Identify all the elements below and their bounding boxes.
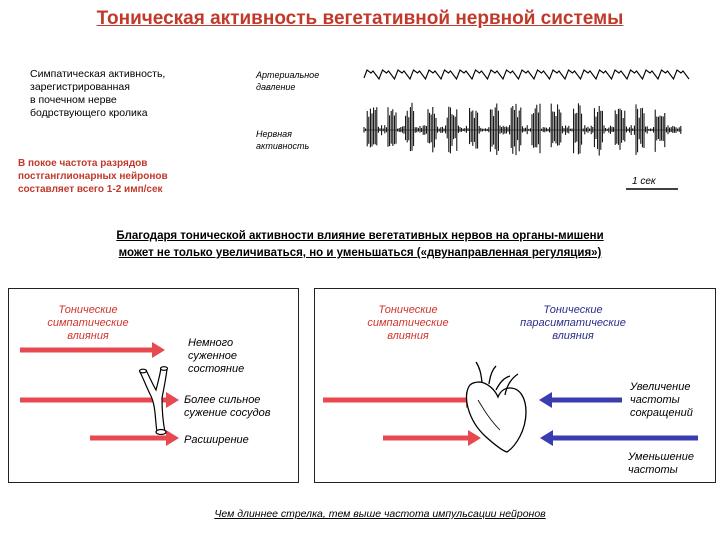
heading-line: симпатические xyxy=(47,317,129,329)
heading-line: Тонические xyxy=(378,304,438,316)
heading-line: влияния xyxy=(67,330,109,342)
parasympathetic-heading xyxy=(508,304,638,343)
page-title: Тоническая активность вегетативной нервной системы xyxy=(96,8,624,29)
heading-line: симпатические xyxy=(367,317,449,329)
heading-line: Тонические xyxy=(58,304,118,316)
statement-line: может не только увеличиваться, но и уменьшаться («двунаправленная регуляция») xyxy=(118,247,602,259)
state-line: Немного xyxy=(188,337,234,349)
state-line: суженное xyxy=(188,350,238,362)
nerve-activity-trace xyxy=(364,103,682,156)
state-decreased-rate xyxy=(628,451,714,477)
heading-line: влияния xyxy=(552,330,594,342)
caption-line: в почечном нерве xyxy=(30,94,117,106)
pressure-trace xyxy=(364,70,689,79)
state-line: Расширение xyxy=(184,434,249,446)
state-line: частоты xyxy=(628,464,678,476)
sympathetic-heading-left xyxy=(28,304,148,343)
pressure-label-line: Артериальное xyxy=(256,70,320,80)
heading-line: парасимпатические xyxy=(520,317,626,329)
state-line: Более сильное xyxy=(184,394,261,406)
pressure-label-line: давление xyxy=(256,82,296,92)
state-increased-rate xyxy=(630,381,712,420)
state-line: Увеличение xyxy=(630,381,691,393)
caption-line: Симпатическая активность, xyxy=(30,68,166,80)
caption-line: бодрствующего кролика xyxy=(30,107,148,119)
arrow-length-footnote: Чем длиннее стрелка, тем выше частота импульсации нейронов xyxy=(214,508,546,520)
state-slightly-constricted xyxy=(188,337,244,376)
state-line: частоты xyxy=(630,394,680,406)
state-line: состояние xyxy=(188,363,245,375)
state-line: сужение сосудов xyxy=(184,407,271,419)
rest-note-line: постганглионарных нейронов xyxy=(18,171,168,182)
rest-note-line: В покое частота разрядов xyxy=(18,158,148,169)
heading-line: влияния xyxy=(387,330,429,342)
statement-line: Благодаря тонической активности влияние вегетативных нервов на органы-мишени xyxy=(116,230,604,242)
rest-note-line: составляет всего 1-2 имп/сек xyxy=(18,184,163,195)
state-strong-constriction xyxy=(184,394,270,420)
state-dilation xyxy=(184,434,249,447)
caption-line: зарегистрированная xyxy=(30,81,130,93)
heading-line: Тонические xyxy=(543,304,603,316)
time-scale-label: 1 сек xyxy=(632,176,656,187)
nerve-label-line: активность xyxy=(256,141,310,151)
bidirectional-regulation-statement xyxy=(40,228,680,262)
sympathetic-heading-right xyxy=(348,304,468,343)
state-line: сокращений xyxy=(630,407,693,419)
state-line: Уменьшение xyxy=(628,451,694,463)
nerve-label-line: Нервная xyxy=(256,129,292,139)
